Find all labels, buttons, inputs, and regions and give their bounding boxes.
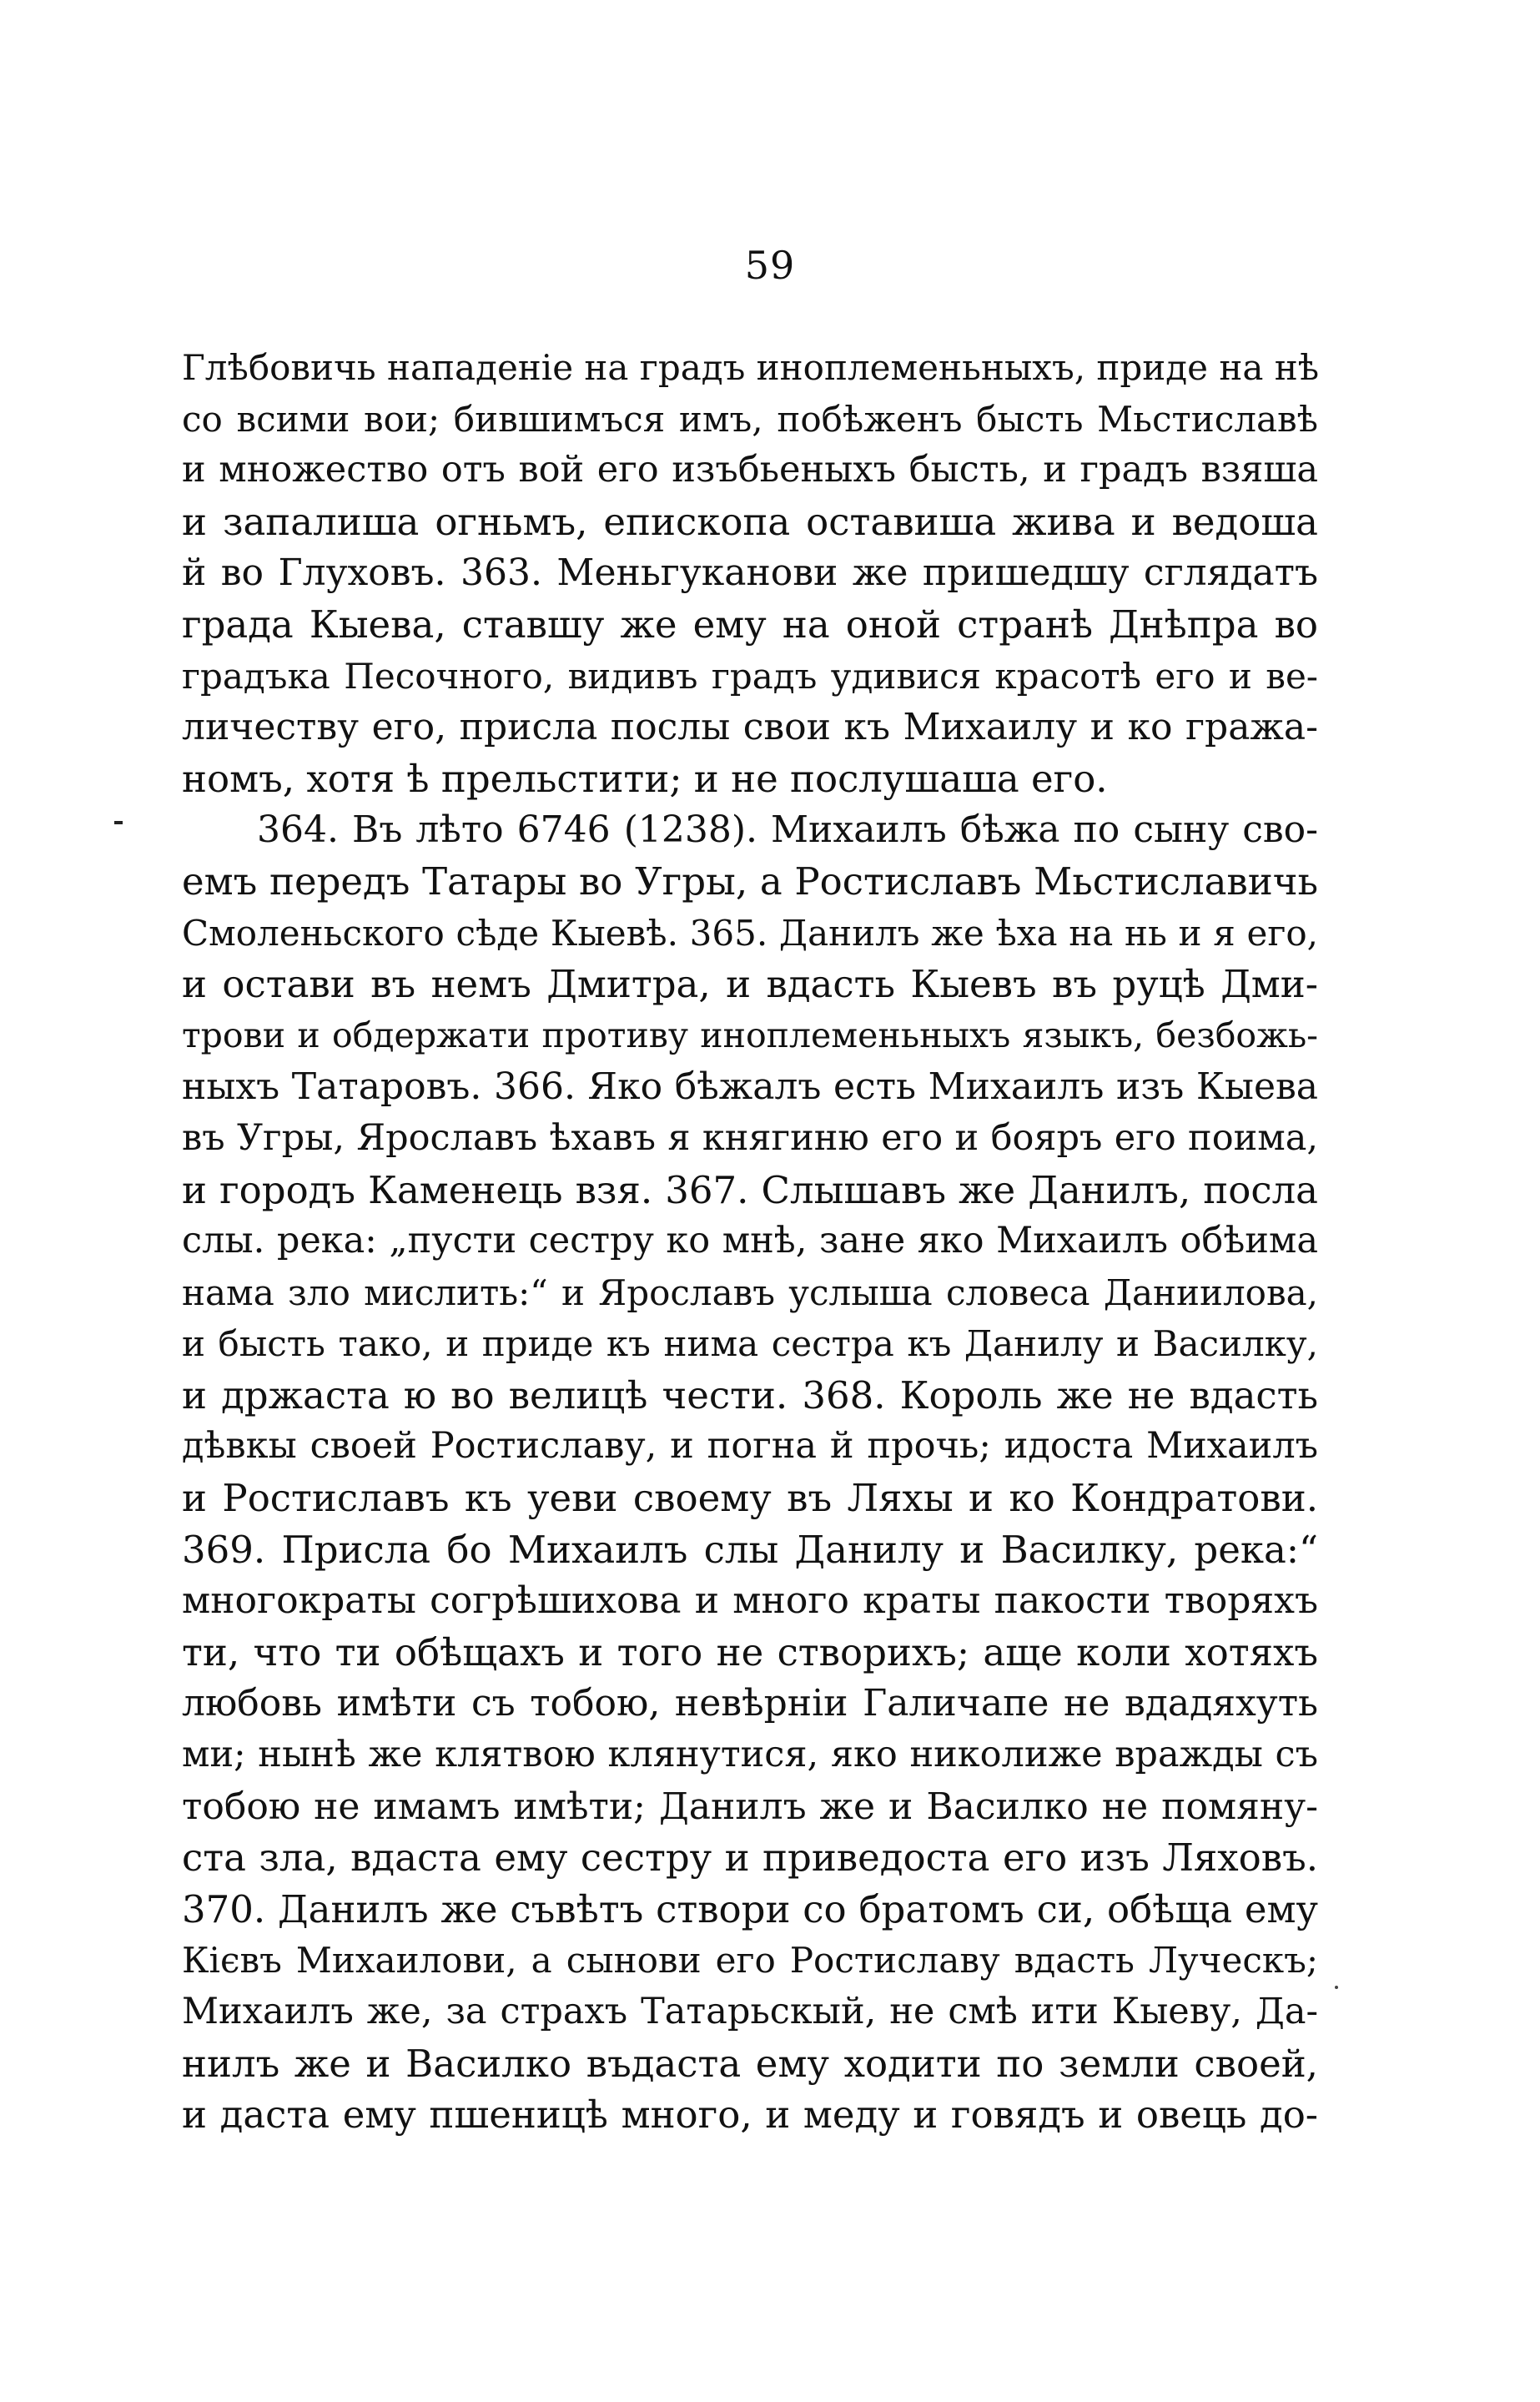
margin-mark (114, 821, 123, 824)
text-line: личеству его, присла послы свои къ Михаилу и ко гража- (182, 706, 1318, 749)
text-line: й во Глуховъ. 363. Меньгуканови же пришедшу сглядатъ (182, 551, 1318, 595)
text-line: ныхъ Татаровъ. 366. Яко бѣжалъ есть Михаилъ изъ Кыева (182, 1065, 1318, 1109)
text-line: и городъ Каменець взя. 367. Слышавъ же Данилъ, посла (182, 1167, 1318, 1212)
text-line: и множество отъ вой его изъбьеныхъ бысть, и градъ взяша (182, 449, 1318, 491)
text-line: Смоленьского сѣде Кыевѣ. 365. Данилъ же ѣха на нь и я его, (182, 912, 1318, 954)
text-line: и Ростиславъ къ уеви своему въ Ляхы и ко Кондратови. (182, 1476, 1318, 1521)
text-line: нилъ же и Василко въдаста ему ходити по земли своей, (182, 2041, 1318, 2086)
text-line: 369. Присла бо Михаилъ слы Данилу и Василку, река:“ (182, 1527, 1318, 1572)
text-line: градъка Песочного, видивъ градъ удивися красотѣ его и ве- (182, 655, 1318, 697)
page-number: 59 (744, 243, 796, 288)
text-line: 364. Въ лѣто 6746 (1238). Михаилъ бѣжа по сыну сво- (257, 808, 1318, 852)
text-line: 370. Данилъ же съвѣтъ створи со братомъ си, обѣща ему (182, 1886, 1318, 1931)
text-line: ми; нынѣ же клятвою клянутися, яко николиже вражды съ (182, 1734, 1318, 1776)
text-line: слы. река: „пусти сестру ко мнѣ, зане яко Михаилъ обѣима (182, 1220, 1318, 1262)
text-line: Глѣбовичь нападеніе на градъ иноплеменьныхъ, приде на нѣ (182, 347, 1320, 388)
text-line: ста зла, вдаста ему сестру и приведоста его изъ Ляховъ. (182, 1835, 1318, 1881)
text-line: и запалиша огньмъ, епископа оставиша жива и ведоша (182, 499, 1318, 544)
text-line: и остави въ немъ Дмитра, и вдасть Кыевъ въ руцѣ Дми- (182, 962, 1318, 1007)
text-line: со всими вои; бившимъся имъ, побѣженъ бысть Мьстиславѣ (182, 398, 1318, 440)
text-line: Кієвъ Михаилови, а сынови его Ростиславу вдасть Луческъ; (182, 1940, 1318, 1982)
text-line: града Кыева, ставшу же ему на оной странѣ Днѣпра во (182, 602, 1318, 647)
margin-dot (1335, 1986, 1338, 1989)
text-line: Михаилъ же, за страхъ Татарьскый, не смѣ ити Кыеву, Да- (182, 1991, 1318, 2032)
text-line: тобою не имамъ имѣти; Данилъ же и Василко не помяну- (182, 1785, 1318, 1828)
text-line: многократы согрѣшихова и много краты пакости творяхъ (182, 1579, 1318, 1623)
text-line: и бысть тако, и приде къ нима сестра къ Данилу и Василку, (182, 1323, 1318, 1365)
text-line: ти, что ти обѣщахъ и того не створихъ; аще коли хотяхъ (182, 1629, 1318, 1674)
text-line: и даста ему пшеницѣ много, и меду и говядъ и овець до- (182, 2092, 1318, 2138)
text-line: въ Угры, Ярославъ ѣхавъ я княгиню его и бояръ его поима, (182, 1116, 1318, 1159)
text-line: трови и обдержати противу иноплеменьныхъ языкъ, безбожь- (182, 1015, 1318, 1055)
text-line: любовь имѣти съ тобою, невѣрніи Галичапе не вдадяхуть (182, 1682, 1318, 1725)
text-line: номъ, хотя ѣ прельстити; и не послушаша его. (182, 756, 1108, 801)
text-line: нама зло мислить:“ и Ярославъ услыша словеса Даниилова, (182, 1271, 1318, 1313)
text-line: емъ передъ Татары во Угры, а Ростиславъ Мьстиславичь (182, 859, 1318, 904)
body-text (182, 342, 1318, 2141)
text-line: и држаста ю во велицѣ чести. 368. Король же не вдасть (182, 1372, 1318, 1418)
text-line: дѣвкы своей Ростиславу, и погна й прочь; идоста Михаилъ (182, 1425, 1318, 1468)
